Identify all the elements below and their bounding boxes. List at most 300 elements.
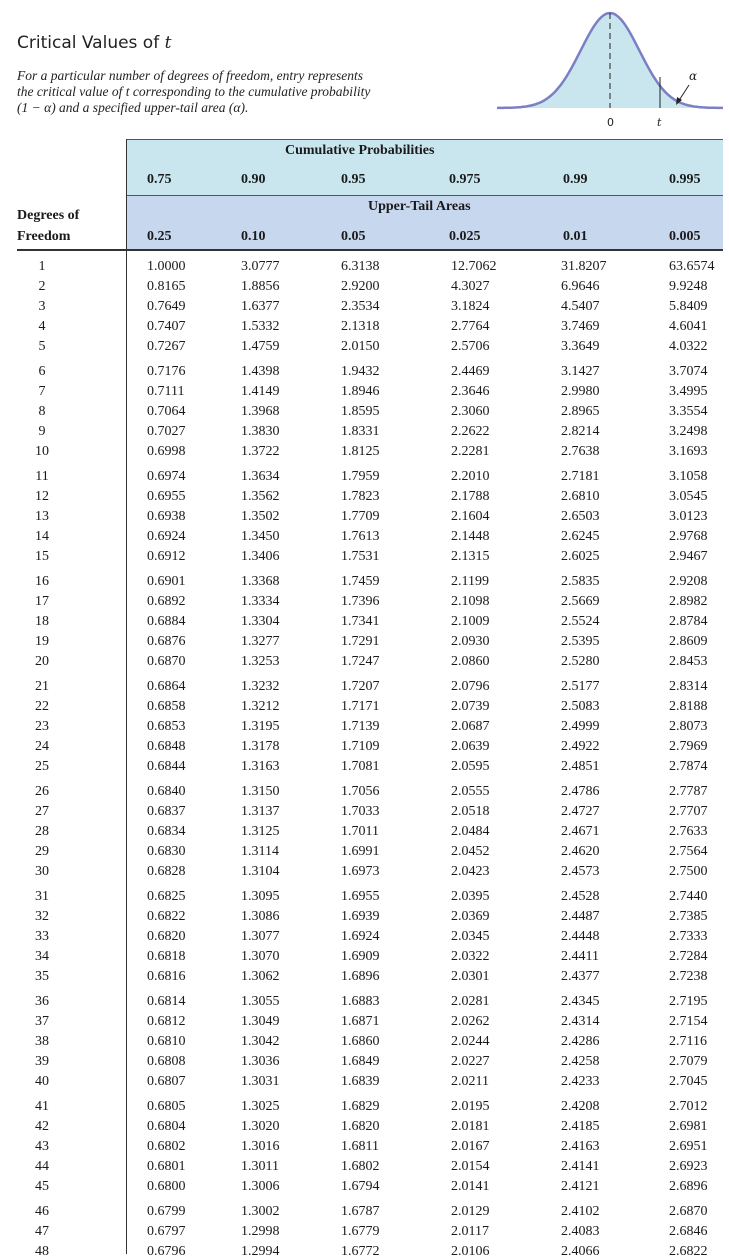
value-cell: 3.0545 [669,489,708,504]
value-cell: 0.6820 [147,929,186,944]
value-cell: 2.8188 [669,699,708,714]
value-cell: 1.3104 [241,864,280,879]
value-cell: 1.7207 [341,679,380,694]
value-cell: 2.7333 [669,929,708,944]
value-cell: 2.4851 [561,759,600,774]
value-cell: 2.4786 [561,784,600,799]
value-cell: 2.0244 [451,1034,490,1049]
value-cell: 0.6955 [147,489,186,504]
value-cell: 0.6876 [147,634,186,649]
value-cell: 2.5395 [561,634,600,649]
df-cell: 34 [35,949,49,964]
value-cell: 1.7011 [341,824,379,839]
value-cell: 2.4487 [561,909,600,924]
value-cell: 2.0484 [451,824,490,839]
value-cell: 0.7407 [147,319,186,334]
df-cell: 4 [38,319,46,334]
value-cell: 2.0195 [451,1099,490,1114]
value-cell: 2.1788 [451,489,490,504]
df-cell: 6 [38,364,46,379]
value-cell: 2.4083 [561,1224,600,1239]
value-cell: 2.9467 [669,549,708,564]
value-cell: 2.4922 [561,739,600,754]
value-cell: 1.7709 [341,509,380,524]
value-cell: 0.7649 [147,299,186,314]
value-cell: 2.1199 [451,574,489,589]
value-cell: 2.9980 [561,384,600,399]
value-cell: 0.7111 [147,384,185,399]
value-cell: 0.6892 [147,594,186,609]
value-cell: 2.0301 [451,969,490,984]
value-cell: 1.3150 [241,784,280,799]
value-cell: 1.3212 [241,699,280,714]
value-cell: 1.3016 [241,1139,280,1154]
value-cell: 1.7823 [341,489,380,504]
df-cell: 25 [35,759,49,774]
df-cell: 33 [35,929,49,944]
value-cell: 1.0000 [147,259,186,274]
df-cell: 38 [35,1034,49,1049]
value-cell: 2.7633 [669,824,708,839]
cumulative-prob-header: 0.975 [449,172,481,187]
zero-label: 0 [607,116,614,129]
value-cell: 9.9248 [669,279,708,294]
value-cell: 2.0687 [451,719,490,734]
value-cell: 2.7195 [669,994,708,1009]
value-cell: 0.6912 [147,549,186,564]
value-cell: 1.8856 [241,279,280,294]
value-cell: 3.3554 [669,404,708,419]
value-cell: 1.7247 [341,654,380,669]
value-cell: 2.7116 [669,1034,707,1049]
value-cell: 2.6870 [669,1204,708,1219]
df-cell: 18 [35,614,49,629]
value-cell: 1.3020 [241,1119,280,1134]
value-cell: 1.3086 [241,909,280,924]
value-cell: 0.7267 [147,339,186,354]
value-cell: 1.7396 [341,594,380,609]
df-cell: 45 [35,1179,49,1194]
value-cell: 2.7500 [669,864,708,879]
value-cell: 1.6811 [341,1139,379,1154]
title-variable: t [164,33,172,53]
value-cell: 2.7385 [669,909,708,924]
value-cell: 1.7056 [341,784,380,799]
value-cell: 1.6377 [241,299,280,314]
value-cell: 2.7787 [669,784,708,799]
value-cell: 1.3334 [241,594,280,609]
value-cell: 2.5280 [561,654,600,669]
value-cell: 2.4163 [561,1139,600,1154]
value-cell: 1.3011 [241,1159,279,1174]
value-cell: 1.3634 [241,469,280,484]
value-cell: 2.0423 [451,864,490,879]
band-divider [127,195,723,196]
value-cell: 1.3070 [241,949,280,964]
df-cell: 19 [35,634,49,649]
value-cell: 1.6909 [341,949,380,964]
value-cell: 2.6810 [561,489,600,504]
value-cell: 2.0322 [451,949,490,964]
value-cell: 1.3002 [241,1204,280,1219]
value-cell: 2.1009 [451,614,490,629]
value-cell: 1.3049 [241,1014,280,1029]
value-cell: 4.6041 [669,319,708,334]
value-cell: 0.6828 [147,864,186,879]
value-cell: 2.5669 [561,594,600,609]
value-cell: 2.7764 [451,319,490,334]
value-cell: 2.0518 [451,804,490,819]
value-cell: 1.3163 [241,759,280,774]
value-cell: 1.4149 [241,384,280,399]
value-cell: 2.2622 [451,424,490,439]
value-cell: 2.4528 [561,889,600,904]
df-cell: 32 [35,909,49,924]
value-cell: 1.3277 [241,634,280,649]
value-cell: 2.0181 [451,1119,490,1134]
value-cell: 1.3031 [241,1074,280,1089]
value-cell: 1.3062 [241,969,280,984]
value-cell: 0.7027 [147,424,186,439]
value-cell: 1.6955 [341,889,380,904]
value-cell: 1.3562 [241,489,280,504]
cumulative-prob-header: 0.99 [563,172,588,187]
value-cell: 2.7045 [669,1074,708,1089]
value-cell: 1.7109 [341,739,380,754]
description-line: For a particular number of degrees of freedom, entry represents [17,68,363,83]
value-cell: 3.3649 [561,339,600,354]
value-cell: 2.7969 [669,739,708,754]
df-cell: 35 [35,969,49,984]
value-cell: 1.7341 [341,614,380,629]
value-cell: 1.6820 [341,1119,380,1134]
df-cell: 8 [38,404,46,419]
value-cell: 1.3125 [241,824,280,839]
value-cell: 1.3253 [241,654,280,669]
value-cell: 1.8331 [341,424,380,439]
value-cell: 1.6849 [341,1054,380,1069]
df-cell: 7 [38,384,46,399]
value-cell: 2.2010 [451,469,490,484]
value-cell: 0.6870 [147,654,186,669]
value-cell: 2.4469 [451,364,490,379]
value-cell: 0.6810 [147,1034,186,1049]
value-cell: 2.0129 [451,1204,490,1219]
value-cell: 2.8073 [669,719,708,734]
value-cell: 1.6883 [341,994,380,1009]
upper-tail-area-header: 0.25 [147,229,172,244]
value-cell: 1.3722 [241,444,280,459]
df-cell: 48 [35,1244,49,1259]
value-cell: 0.6797 [147,1224,186,1239]
value-cell: 0.6796 [147,1244,186,1259]
df-divider [126,139,127,1254]
value-cell: 0.6807 [147,1074,186,1089]
df-cell: 30 [35,864,49,879]
value-cell: 2.7154 [669,1014,708,1029]
df-cell: 31 [35,889,49,904]
value-cell: 2.3534 [341,299,380,314]
value-cell: 2.8784 [669,614,708,629]
value-cell: 1.3137 [241,804,280,819]
value-cell: 1.6991 [341,844,380,859]
value-cell: 0.7064 [147,404,186,419]
value-cell: 1.6772 [341,1244,380,1259]
value-cell: 2.8609 [669,634,708,649]
value-cell: 2.4411 [561,949,599,964]
value-cell: 2.4999 [561,719,600,734]
value-cell: 2.6822 [669,1244,708,1259]
value-cell: 0.6814 [147,994,186,1009]
value-cell: 1.3095 [241,889,280,904]
value-cell: 1.7531 [341,549,380,564]
value-cell: 2.0345 [451,929,490,944]
value-cell: 3.4995 [669,384,708,399]
value-cell: 2.4258 [561,1054,600,1069]
df-cell: 46 [35,1204,49,1219]
value-cell: 3.1058 [669,469,708,484]
df-cell: 16 [35,574,49,589]
upper-tail-header: Upper-Tail Areas [368,199,471,214]
value-cell: 2.7707 [669,804,708,819]
value-cell: 2.4286 [561,1034,600,1049]
df-cell: 44 [35,1159,49,1174]
value-cell: 2.0395 [451,889,490,904]
df-cell: 13 [35,509,49,524]
df-cell: 27 [35,804,49,819]
df-cell: 3 [38,299,46,314]
value-cell: 1.7033 [341,804,380,819]
df-cell: 10 [35,444,49,459]
t-distribution-figure [497,5,723,130]
value-cell: 2.0167 [451,1139,490,1154]
table-top-rule [127,139,723,140]
value-cell: 3.0777 [241,259,280,274]
df-cell: 47 [35,1224,49,1239]
value-cell: 2.0262 [451,1014,490,1029]
value-cell: 2.7012 [669,1099,708,1114]
value-cell: 2.0141 [451,1179,490,1194]
value-cell: 2.4377 [561,969,600,984]
value-cell: 2.1098 [451,594,490,609]
value-cell: 3.0123 [669,509,708,524]
value-cell: 2.4208 [561,1099,600,1114]
title-text: Critical Values of [17,33,165,53]
value-cell: 1.4759 [241,339,280,354]
df-cell: 41 [35,1099,49,1114]
value-cell: 1.3006 [241,1179,280,1194]
value-cell: 0.6853 [147,719,186,734]
value-cell: 0.6825 [147,889,186,904]
df-cell: 2 [38,279,46,294]
value-cell: 2.0150 [341,339,380,354]
value-cell: 1.8125 [341,444,380,459]
value-cell: 2.5835 [561,574,600,589]
value-cell: 2.0154 [451,1159,490,1174]
value-cell: 2.0860 [451,654,490,669]
value-cell: 2.7638 [561,444,600,459]
value-cell: 2.4066 [561,1244,600,1259]
value-cell: 1.4398 [241,364,280,379]
value-cell: 2.4573 [561,864,600,879]
t-label: t [657,116,662,129]
df-cell: 17 [35,594,49,609]
value-cell: 1.7291 [341,634,380,649]
value-cell: 1.3114 [241,844,279,859]
value-cell: 2.0106 [451,1244,490,1259]
value-cell: 0.6884 [147,614,186,629]
value-cell: 2.8214 [561,424,600,439]
value-cell: 1.6839 [341,1074,380,1089]
value-cell: 2.7284 [669,949,708,964]
value-cell: 1.6802 [341,1159,380,1174]
value-cell: 63.6574 [669,259,715,274]
value-cell: 2.0452 [451,844,490,859]
value-cell: 0.6801 [147,1159,186,1174]
value-cell: 2.9768 [669,529,708,544]
value-cell: 2.0227 [451,1054,490,1069]
value-cell: 1.3502 [241,509,280,524]
value-cell: 1.2998 [241,1224,280,1239]
value-cell: 0.8165 [147,279,186,294]
value-cell: 0.6804 [147,1119,186,1134]
df-cell: 22 [35,699,49,714]
value-cell: 0.6837 [147,804,186,819]
value-cell: 3.1824 [451,299,490,314]
value-cell: 0.6808 [147,1054,186,1069]
value-cell: 2.8314 [669,679,708,694]
cumulative-prob-header: 0.995 [669,172,701,187]
value-cell: 2.7874 [669,759,708,774]
value-cell: 0.6818 [147,949,186,964]
df-cell: 28 [35,824,49,839]
value-cell: 2.5524 [561,614,600,629]
value-cell: 1.6871 [341,1014,380,1029]
value-cell: 1.7139 [341,719,380,734]
value-cell: 1.3025 [241,1099,280,1114]
value-cell: 1.3077 [241,929,280,944]
df-cell: 12 [35,489,49,504]
value-cell: 2.3060 [451,404,490,419]
value-cell: 1.3968 [241,404,280,419]
value-cell: 1.3830 [241,424,280,439]
upper-tail-area-header: 0.10 [241,229,266,244]
upper-tail-area-header: 0.05 [341,229,366,244]
value-cell: 2.4448 [561,929,600,944]
value-cell: 3.7469 [561,319,600,334]
value-cell: 0.6800 [147,1179,186,1194]
value-cell: 2.6025 [561,549,600,564]
value-cell: 2.1315 [451,549,490,564]
value-cell: 0.6998 [147,444,186,459]
df-cell: 15 [35,549,49,564]
df-cell: 43 [35,1139,49,1154]
value-cell: 2.4102 [561,1204,600,1219]
value-cell: 0.6805 [147,1099,186,1114]
value-cell: 1.7959 [341,469,380,484]
value-cell: 2.9208 [669,574,708,589]
upper-tail-area-header: 0.01 [563,229,588,244]
value-cell: 2.4185 [561,1119,600,1134]
df-cell: 24 [35,739,49,754]
value-cell: 1.8595 [341,404,380,419]
value-cell: 1.3304 [241,614,280,629]
value-cell: 1.3042 [241,1034,280,1049]
value-cell: 1.6939 [341,909,380,924]
value-cell: 0.6830 [147,844,186,859]
description-line: the critical value of t corresponding to the cumulative probability [17,84,371,99]
description-line: (1 − α) and a specified upper-tail area (α). [17,100,249,115]
value-cell: 2.4121 [561,1179,600,1194]
value-cell: 1.7459 [341,574,380,589]
value-cell: 0.6864 [147,679,186,694]
df-cell: 11 [35,469,49,484]
value-cell: 2.0555 [451,784,490,799]
value-cell: 1.6860 [341,1034,380,1049]
value-cell: 0.6848 [147,739,186,754]
value-cell: 1.6794 [341,1179,380,1194]
value-cell: 2.0796 [451,679,490,694]
df-header-line2: Freedom [17,229,71,244]
value-cell: 2.2281 [451,444,490,459]
df-cell: 20 [35,654,49,669]
value-cell: 2.4727 [561,804,600,819]
value-cell: 2.4345 [561,994,600,1009]
value-cell: 1.3450 [241,529,280,544]
df-cell: 29 [35,844,49,859]
cumulative-header: Cumulative Probabilities [285,143,435,158]
value-cell: 6.3138 [341,259,380,274]
value-cell: 2.4671 [561,824,600,839]
alpha-label: α [689,69,698,83]
value-cell: 0.6840 [147,784,186,799]
value-cell: 31.8207 [561,259,607,274]
value-cell: 1.3055 [241,994,280,1009]
value-cell: 5.8409 [669,299,708,314]
value-cell: 2.6981 [669,1119,708,1134]
description [17,68,437,116]
value-cell: 0.6844 [147,759,186,774]
value-cell: 3.1693 [669,444,708,459]
df-cell: 39 [35,1054,49,1069]
value-cell: 1.7171 [341,699,380,714]
value-cell: 1.3368 [241,574,280,589]
cumulative-prob-header: 0.95 [341,172,366,187]
value-cell: 2.0595 [451,759,490,774]
value-cell: 2.7079 [669,1054,708,1069]
upper-tail-area-header: 0.025 [449,229,481,244]
value-cell: 1.6924 [341,929,380,944]
value-cell: 3.7074 [669,364,708,379]
value-cell: 4.3027 [451,279,490,294]
value-cell: 0.6858 [147,699,186,714]
value-cell: 1.7081 [341,759,380,774]
value-cell: 2.8453 [669,654,708,669]
value-cell: 2.6846 [669,1224,708,1239]
value-cell: 0.6901 [147,574,186,589]
value-cell: 3.2498 [669,424,708,439]
value-cell: 2.4233 [561,1074,600,1089]
value-cell: 3.1427 [561,364,600,379]
value-cell: 0.6938 [147,509,186,524]
upper-tail-area-header: 0.005 [669,229,701,244]
df-cell: 14 [35,529,49,544]
value-cell: 2.9200 [341,279,380,294]
value-cell: 2.5083 [561,699,600,714]
df-header-line1: Degrees of [17,208,80,223]
value-cell: 0.6802 [147,1139,186,1154]
value-cell: 2.0369 [451,909,490,924]
